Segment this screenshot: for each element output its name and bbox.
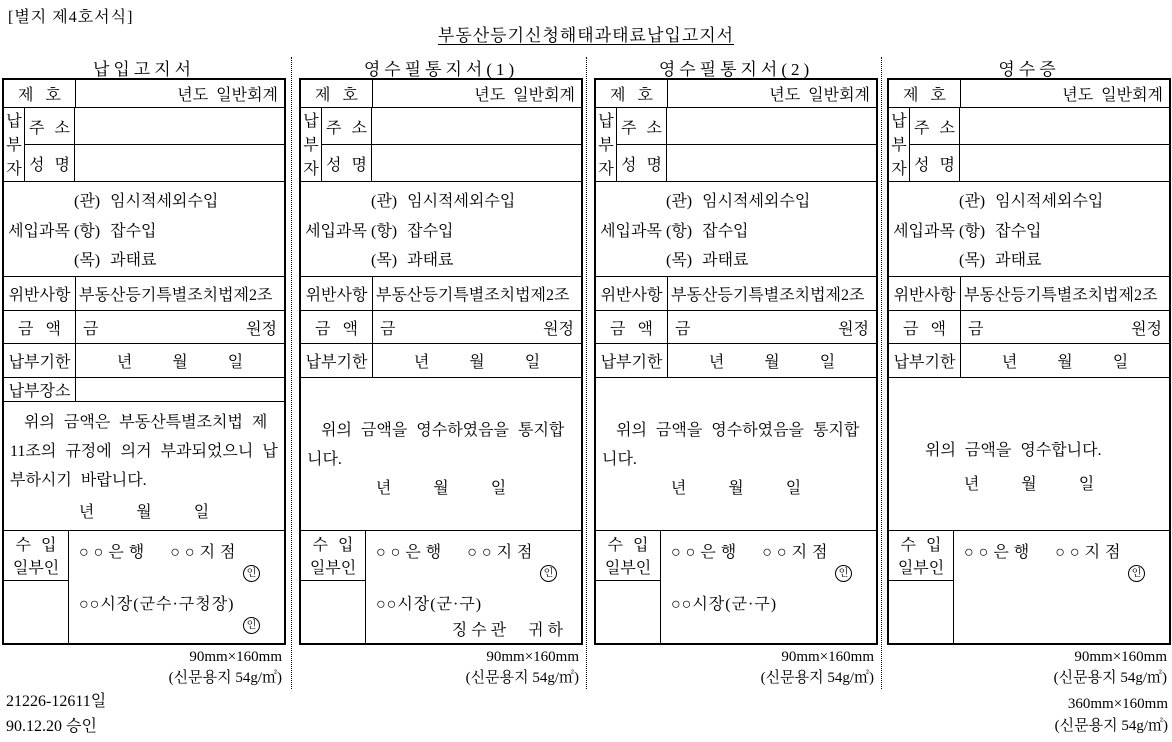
- form-paper: (신문용지 54g/㎡): [760, 670, 874, 686]
- form-receipt-notification-2: [594, 55, 878, 689]
- row-violation: [4, 277, 284, 311]
- form-table: [2, 78, 286, 645]
- revenue-item-gwan: (관) 임시적세외수입: [74, 193, 219, 211]
- row-violation: [301, 277, 581, 311]
- body-date-line: 년 월 일: [375, 480, 507, 497]
- fiscal-year-value: 년도 일반회계: [1062, 87, 1163, 104]
- receipt-stamp-label-1: 수 입: [312, 537, 354, 554]
- amount-label: 금 액: [301, 311, 373, 343]
- body-section: [4, 402, 284, 531]
- revenue-item-mok: (목) 과태료: [371, 251, 454, 269]
- name-label: 성 명: [617, 145, 667, 181]
- amount-suffix: 원정: [1131, 320, 1162, 338]
- form-title: 영수증: [998, 60, 1060, 79]
- document-number-label: 제 호: [596, 80, 668, 107]
- deadline-label: 납부기한: [889, 344, 961, 377]
- payment-place-field: [76, 378, 284, 401]
- amount-suffix: 원정: [838, 320, 869, 338]
- body-text: 위의 금액을 영수하였음을 통지합니다.: [602, 422, 860, 468]
- body-date-line: 년 월 일: [78, 504, 210, 521]
- deadline-value: 년 월 일: [413, 354, 541, 371]
- name-label: 성 명: [910, 145, 960, 181]
- deadline-label: 납부기한: [301, 344, 373, 377]
- revenue-item-hang: (항) 잡수입: [371, 222, 454, 240]
- row-revenue-category: [4, 182, 284, 277]
- form-size: 90mm×160mm: [781, 649, 874, 665]
- body-date-line: 년 월 일: [963, 476, 1095, 493]
- bottom-section: [596, 531, 876, 643]
- name-field: [372, 145, 581, 181]
- revenue-category-label: 세입과목: [8, 222, 70, 240]
- row-address: [617, 108, 876, 145]
- cut-line: [881, 57, 882, 689]
- row-name: [617, 145, 876, 181]
- body-text: 위의 금액을 영수합니다.: [925, 442, 1102, 459]
- revenue-item-hang: (항) 잡수입: [959, 222, 1042, 240]
- amount-label: 금 액: [596, 311, 668, 343]
- amount-prefix: 금: [675, 320, 691, 338]
- row-name: [322, 145, 581, 181]
- receipt-stamp-box: [301, 531, 365, 581]
- form-title: 영수필통지서(2): [658, 60, 814, 79]
- receipt-stamp-label-1: 수 입: [900, 537, 942, 554]
- deadline-label: 납부기한: [4, 344, 76, 377]
- receipt-stamp-label-2: 일부인: [604, 560, 652, 577]
- total-size: 360mm×160mm: [1067, 696, 1168, 712]
- revenue-category-label: 세입과목: [305, 222, 367, 240]
- row-document-number: [301, 80, 581, 108]
- deadline-label: 납부기한: [596, 344, 668, 377]
- address-label: 주 소: [910, 108, 960, 144]
- fiscal-year-value: 년도 일반회계: [769, 87, 870, 104]
- row-deadline: [4, 344, 284, 378]
- violation-value: 부동산등기특별조치법제2조: [964, 287, 1158, 304]
- body-section: [301, 378, 581, 531]
- row-deadline: [596, 344, 876, 378]
- row-payer: [4, 108, 284, 182]
- total-paper: (신문용지 54g/㎡): [1054, 718, 1168, 734]
- violation-value: 부동산등기특별조치법제2조: [79, 287, 273, 304]
- row-address: [322, 108, 581, 145]
- payer-label: 납부자: [889, 108, 910, 181]
- seal-icon: 인: [243, 565, 260, 582]
- address-field: [75, 108, 284, 144]
- revenue-item-mok: (목) 과태료: [74, 251, 157, 269]
- row-name: [910, 145, 1169, 181]
- violation-value: 부동산등기특별조치법제2조: [671, 287, 865, 304]
- bottom-section: [301, 531, 581, 643]
- amount-prefix: 금: [968, 320, 984, 338]
- receipt-stamp-label-2: 일부인: [897, 560, 945, 577]
- row-revenue-category: [889, 182, 1169, 277]
- name-field: [960, 145, 1169, 181]
- fiscal-year-value: 년도 일반회계: [177, 87, 278, 104]
- revenue-item-hang: (항) 잡수입: [74, 222, 157, 240]
- authority-line: ○○시장(군·구): [671, 596, 778, 613]
- form-size: 90mm×160mm: [1074, 649, 1167, 665]
- authority-line: ○○시장(군·구): [376, 596, 483, 613]
- receipt-stamp-box: [4, 531, 68, 581]
- document-number-label: 제 호: [301, 80, 373, 107]
- corner-label: [별지 제4호서식]: [8, 9, 134, 26]
- form-size: 90mm×160mm: [189, 649, 282, 665]
- amount-label: 금 액: [4, 311, 76, 343]
- violation-label: 위반사항: [596, 277, 668, 310]
- revenue-category-label: 세입과목: [600, 222, 662, 240]
- document-title: [0, 21, 1172, 46]
- amount-prefix: 금: [83, 320, 99, 338]
- address-field: [667, 108, 876, 144]
- violation-label: 위반사항: [4, 277, 76, 310]
- address-field: [372, 108, 581, 144]
- row-payer: [889, 108, 1169, 182]
- violation-label: 위반사항: [301, 277, 373, 310]
- row-amount: [889, 311, 1169, 344]
- stamp-empty-cell: [301, 581, 365, 643]
- form-title: 납입고지서: [92, 60, 196, 79]
- address-label: 주 소: [25, 108, 75, 144]
- receipt-stamp-label-2: 일부인: [309, 560, 357, 577]
- form-title: 영수필통지서(1): [363, 60, 519, 79]
- form-table: [594, 78, 878, 645]
- address-label: 주 소: [617, 108, 667, 144]
- form-payment-notice: [2, 55, 286, 689]
- revenue-item-mok: (목) 과태료: [959, 251, 1042, 269]
- deadline-value: 년 월 일: [708, 354, 836, 371]
- bottom-section: [889, 531, 1169, 643]
- address-label: 주 소: [322, 108, 372, 144]
- address-field: [960, 108, 1169, 144]
- revenue-item-gwan: (관) 임시적세외수입: [959, 193, 1104, 211]
- stamp-empty-cell: [4, 581, 68, 643]
- recipient-line: 징수관 귀하: [451, 622, 567, 639]
- form-paper: (신문용지 54g/㎡): [168, 670, 282, 686]
- row-amount: [301, 311, 581, 344]
- form-table: [299, 78, 583, 645]
- row-name: [25, 145, 284, 181]
- row-revenue-category: [301, 182, 581, 277]
- approval-date: 90.12.20 승인: [6, 718, 97, 735]
- seal-icon: 인: [835, 565, 852, 582]
- bank-branch-line: ○○은행 ○○지점: [376, 544, 538, 561]
- stamp-empty-cell: [889, 581, 953, 643]
- payer-label: 납부자: [4, 108, 25, 181]
- form-size: 90mm×160mm: [486, 649, 579, 665]
- bank-branch-line: ○○은행 ○○지점: [671, 544, 833, 561]
- payer-label: 납부자: [596, 108, 617, 181]
- body-text: 위의 금액은 부동산특별조치법 제11조의 규정에 의거 부과되었으니 납부하시기 바랍니다.: [10, 414, 278, 489]
- bottom-section: [4, 531, 284, 643]
- violation-label: 위반사항: [889, 277, 961, 310]
- body-section: [889, 378, 1169, 531]
- deadline-value: 년 월 일: [116, 354, 244, 371]
- seal-icon: 인: [1128, 565, 1145, 582]
- row-document-number: [889, 80, 1169, 108]
- row-document-number: [596, 80, 876, 108]
- form-paper: (신문용지 54g/㎡): [465, 670, 579, 686]
- row-address: [25, 108, 284, 145]
- body-date-line: 년 월 일: [670, 480, 802, 497]
- revenue-item-gwan: (관) 임시적세외수입: [666, 193, 811, 211]
- revenue-item-hang: (항) 잡수입: [666, 222, 749, 240]
- cut-line: [586, 57, 587, 689]
- seal-icon: 인: [540, 565, 557, 582]
- row-deadline: [301, 344, 581, 378]
- receipt-stamp-label-1: 수 입: [607, 537, 649, 554]
- row-payer: [596, 108, 876, 182]
- body-section: [596, 378, 876, 531]
- form-receipt-notification-1: [299, 55, 583, 689]
- receipt-stamp-box: [889, 531, 953, 581]
- seal-icon: 인: [243, 617, 260, 634]
- body-text: 위의 금액을 영수하였음을 통지합니다.: [307, 422, 565, 468]
- amount-suffix: 원정: [543, 320, 574, 338]
- revenue-item-mok: (목) 과태료: [666, 251, 749, 269]
- row-deadline: [889, 344, 1169, 378]
- row-amount: [596, 311, 876, 344]
- fiscal-year-value: 년도 일반회계: [474, 87, 575, 104]
- form-table: [887, 78, 1171, 645]
- cut-line: [291, 57, 292, 689]
- payer-label: 납부자: [301, 108, 322, 181]
- bank-branch-line: ○○은행 ○○지점: [964, 544, 1126, 561]
- row-payer: [301, 108, 581, 182]
- receipt-stamp-label-2: 일부인: [12, 560, 60, 577]
- payment-place-label: 납부장소: [4, 378, 76, 401]
- name-label: 성 명: [25, 145, 75, 181]
- revenue-category-label: 세입과목: [893, 222, 955, 240]
- amount-label: 금 액: [889, 311, 961, 343]
- form-code: 21226-12611일: [6, 693, 107, 710]
- row-document-number: [4, 80, 284, 108]
- authority-line: ○○시장(군수·구청장): [79, 596, 235, 613]
- receipt-stamp-box: [596, 531, 660, 581]
- amount-prefix: 금: [380, 320, 396, 338]
- row-address: [910, 108, 1169, 145]
- receipt-stamp-label-1: 수 입: [15, 537, 57, 554]
- name-field: [75, 145, 284, 181]
- document-number-label: 제 호: [4, 80, 76, 107]
- name-label: 성 명: [322, 145, 372, 181]
- document-title-text: 부동산등기신청해태과태료납입고지서: [437, 26, 735, 45]
- document-number-label: 제 호: [889, 80, 961, 107]
- row-payment-place: [4, 378, 284, 402]
- deadline-value: 년 월 일: [1001, 354, 1129, 371]
- revenue-item-gwan: (관) 임시적세외수입: [371, 193, 516, 211]
- violation-value: 부동산등기특별조치법제2조: [376, 287, 570, 304]
- form-receipt: [887, 55, 1171, 689]
- form-paper: (신문용지 54g/㎡): [1053, 670, 1167, 686]
- row-violation: [596, 277, 876, 311]
- stamp-empty-cell: [596, 581, 660, 643]
- row-violation: [889, 277, 1169, 311]
- amount-suffix: 원정: [246, 320, 277, 338]
- name-field: [667, 145, 876, 181]
- row-revenue-category: [596, 182, 876, 277]
- row-amount: [4, 311, 284, 344]
- bank-branch-line: ○○은행 ○○지점: [79, 544, 241, 561]
